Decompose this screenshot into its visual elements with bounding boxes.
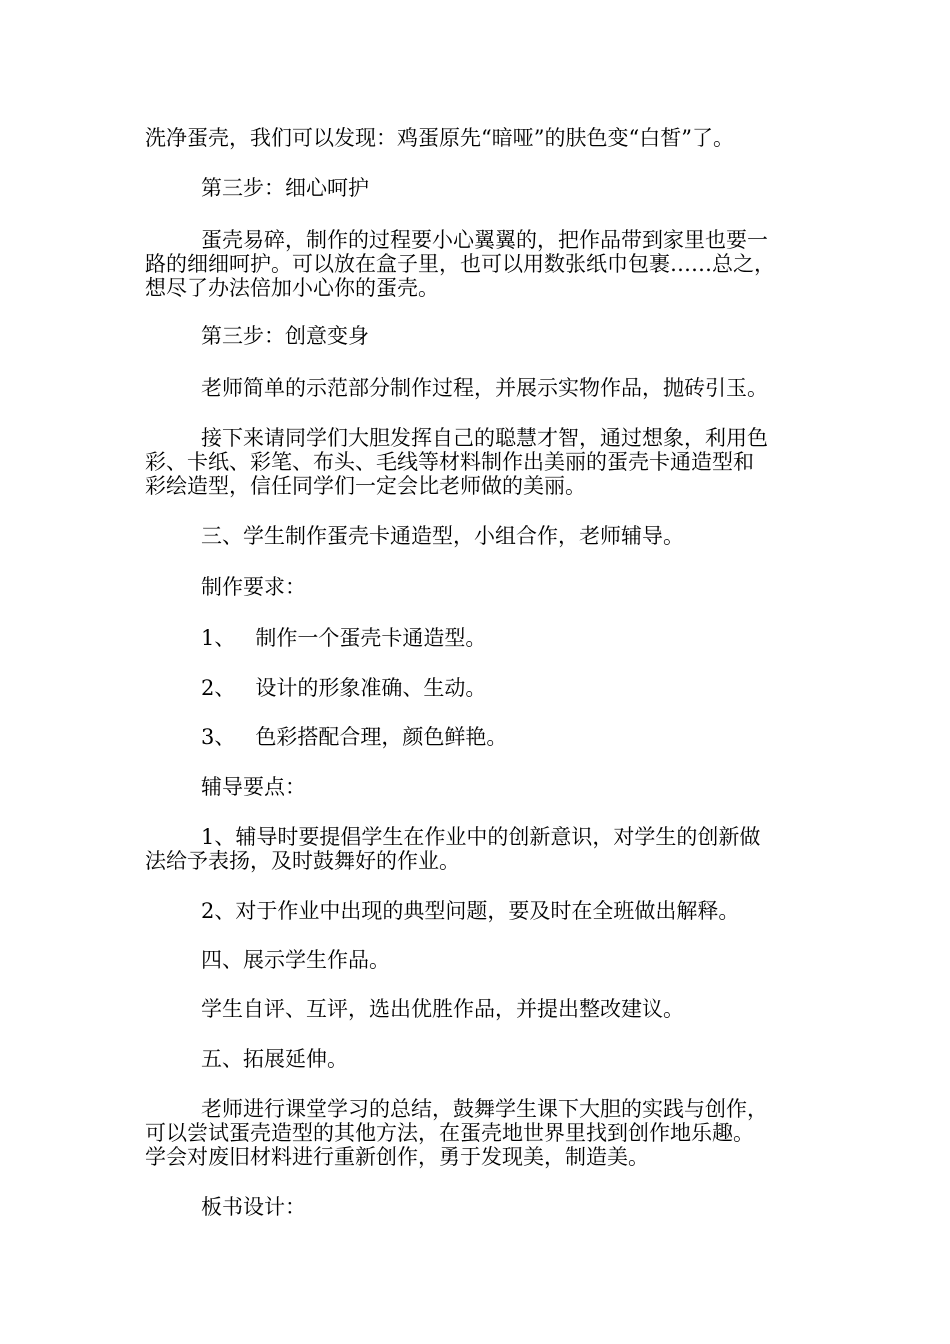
list-number: 2、 xyxy=(201,676,236,700)
paragraph-evaluation xyxy=(145,997,817,1021)
heading-board-design xyxy=(145,1195,817,1219)
paragraph-line: 三、学生制作蛋壳卡通造型，小组合作，老师辅导。 xyxy=(201,524,684,548)
paragraph-line: 老师简单的示范部分制作过程，并展示实物作品，抛砖引玉。 xyxy=(201,376,768,400)
list-text: 设计的形象准确、生动。 xyxy=(255,676,487,700)
paragraph-line: 接下来请同学们大胆发挥自己的聪慧才智，通过想象，利用色 xyxy=(201,426,768,450)
paragraph-line: 制作要求： xyxy=(201,575,306,599)
paragraph-line: 板书设计： xyxy=(201,1195,306,1219)
paragraph-line: 彩绘造型，信任同学们一定会比老师做的美丽。 xyxy=(145,474,586,498)
paragraph-imagination xyxy=(145,426,817,498)
paragraph-line: 2、对于作业中出现的典型问题，要及时在全班做出解释。 xyxy=(201,899,740,923)
section-heading-four xyxy=(145,948,817,972)
paragraph-line: 1、辅导时要提倡学生在作业中的创新意识，对学生的创新做 xyxy=(201,825,761,849)
paragraph-wash-shell xyxy=(145,126,817,150)
list-text: 制作一个蛋壳卡通造型。 xyxy=(255,626,487,650)
heading-requirements xyxy=(145,575,817,599)
paragraph-line: 辅导要点： xyxy=(201,775,306,799)
list-item xyxy=(145,725,817,749)
paragraph-line: 想尽了办法倍加小心你的蛋壳。 xyxy=(145,276,439,300)
guidance-item-1 xyxy=(145,825,817,873)
list-number: 1、 xyxy=(201,626,236,650)
step-heading-care xyxy=(145,176,817,200)
paragraph-line: 彩、卡纸、彩笔、布头、毛线等材料制作出美丽的蛋壳卡通造型和 xyxy=(145,450,754,474)
paragraph-line: 学会对废旧材料进行重新创作，勇于发现美，制造美。 xyxy=(145,1145,649,1169)
list-item xyxy=(145,676,817,700)
paragraph-line: 可以尝试蛋壳造型的其他方法，在蛋壳地世界里找到创作地乐趣。 xyxy=(145,1121,754,1145)
paragraph-line: 第三步：创意变身 xyxy=(201,324,369,348)
paragraph-fragile xyxy=(145,228,817,300)
list-item xyxy=(145,626,817,650)
list-number: 3、 xyxy=(201,725,236,749)
section-heading-three xyxy=(145,524,817,548)
paragraph-line: 老师进行课堂学习的总结，鼓舞学生课下大胆的实践与创作， xyxy=(201,1097,768,1121)
paragraph-line: 路的细细呵护。可以放在盒子里，也可以用数张纸巾包裹……总之， xyxy=(145,252,775,276)
guidance-item-2 xyxy=(145,899,817,923)
requirement-item-2 xyxy=(145,676,817,700)
paragraph-line: 蛋壳易碎，制作的过程要小心翼翼的，把作品带到家里也要一 xyxy=(201,228,768,252)
paragraph-line: 五、拓展延伸。 xyxy=(201,1047,348,1071)
paragraph-summary xyxy=(145,1097,817,1169)
paragraph-demo xyxy=(145,376,817,400)
paragraph-line: 学生自评、互评，选出优胜作品，并提出整改建议。 xyxy=(201,997,684,1021)
paragraph-line: 洗净蛋壳，我们可以发现：鸡蛋原先“暗哑”的肤色变“白皙”了。 xyxy=(145,126,734,150)
requirement-item-1 xyxy=(145,626,817,650)
paragraph-line: 法给予表扬，及时鼓舞好的作业。 xyxy=(145,849,460,873)
requirement-item-3 xyxy=(145,725,817,749)
section-heading-five xyxy=(145,1047,817,1071)
list-text: 色彩搭配合理，颜色鲜艳。 xyxy=(255,725,508,749)
paragraph-line: 第三步：细心呵护 xyxy=(201,176,369,200)
step-heading-creative xyxy=(145,324,817,348)
heading-guidance xyxy=(145,775,817,799)
paragraph-line: 四、展示学生作品。 xyxy=(201,948,390,972)
